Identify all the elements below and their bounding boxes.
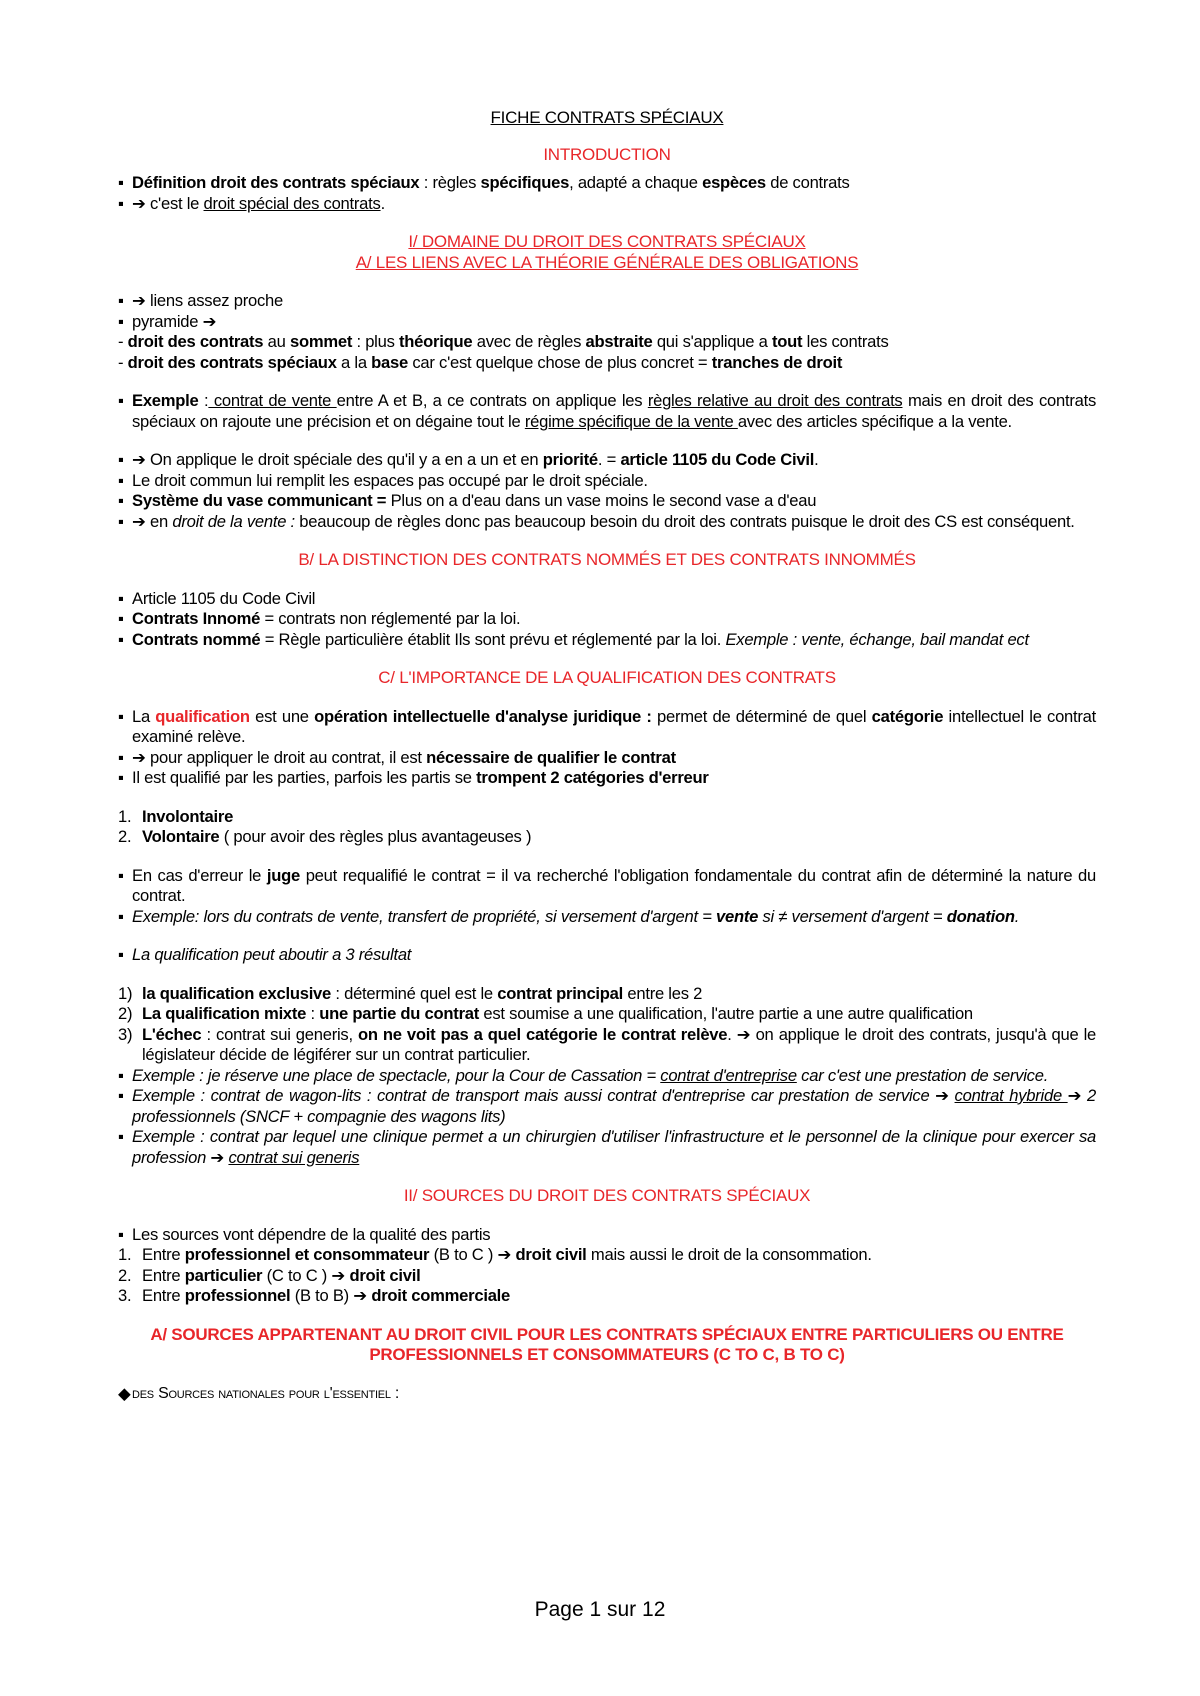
document-title: FICHE CONTRATS SPÉCIAUX — [490, 108, 724, 127]
list-item: ▪ Exemple : contrat de wagon-lits : contrat de transport mais aussi contrat d'entreprise car prestation de service ➔ contrat hybride ➔ 2 professionnels (SNCF + compagnie des wagons lits) — [118, 1086, 1096, 1126]
list-item: ▪ Article 1105 du Code Civil — [118, 588, 316, 608]
numbered-item: 3) L'échec : contrat sui generis, on ne voit pas a quel catégorie le contrat relève. ➔ on applique le droit des contrats, jusqu'à que le législateur décide de légiférer sur un contrat particulier. — [118, 1024, 1096, 1064]
diamond-bullet-icon: ◆ — [118, 1383, 131, 1403]
list-item: ▪ ➔ c'est le droit spécial des contrats. — [118, 193, 385, 213]
bullet-icon: ▪ — [118, 945, 124, 964]
bullet-icon: ▪ — [118, 588, 124, 608]
list-item: ▪ Exemple : je réserve une place de spectacle, pour la Cour de Cassation = contrat d'entreprise car c'est une prestation de service. — [118, 1065, 1049, 1085]
list-item: ▪ ➔ On applique le droit spéciale des qu'il y a en a un et en priorité. = article 1105 du Code Civil. — [118, 450, 819, 469]
subsection-heading-2a: A/ SOURCES APPARTENANT AU DROIT CIVIL POUR LES CONTRATS SPÉCIAUX ENTRE PARTICULIERS OU ENTRE PROFESSIONNELS ET CONSOMMATEURS (C TO C, B TO C) — [150, 1324, 1064, 1364]
numbered-item: 1. Involontaire — [118, 806, 234, 826]
document-body — [118, 108, 1096, 1404]
list-item: ▪ pyramide ➔ — [118, 311, 217, 331]
list-item: ▪ Les sources vont dépendre de la qualité des partis — [118, 1224, 491, 1244]
numbered-item: 2. Entre particulier (C to C ) ➔ droit civil — [118, 1265, 421, 1285]
bullet-icon: ▪ — [118, 1086, 124, 1105]
section-heading-2: II/ SOURCES DU DROIT DES CONTRATS SPÉCIAUX — [403, 1186, 811, 1205]
list-item: ▪ Définition droit des contrats spéciaux : règles spécifiques, adapté a chaque espèces de contrats — [118, 173, 850, 192]
list-item: ▪ En cas d'erreur le juge peut requalifié le contrat = il va recherché l'obligation fondamentale du contrat afin de déterminé la nature du contrat. — [118, 865, 1096, 905]
intro-heading: INTRODUCTION — [543, 144, 671, 164]
text-line: - droit des contrats spéciaux a la base car c'est quelque chose de plus concret = tranches de droit — [118, 352, 843, 372]
page-number: Page 1 sur 12 — [534, 1598, 666, 1621]
list-item: ▪ Exemple : contrat par lequel une clinique permet a un chirurgien d'utiliser l'infrastructure et le personnel de la clinique pour exercer sa profession ➔ contrat sui generis — [118, 1127, 1096, 1167]
text-line: - droit des contrats au sommet : plus théorique avec de règles abstraite qui s'applique a tout les contrats — [118, 332, 889, 351]
bullet-icon: ▪ — [118, 491, 124, 510]
bullet-icon: ▪ — [118, 706, 124, 726]
subsection-heading-c: C/ L'IMPORTANCE DE LA QUALIFICATION DES CONTRATS — [378, 668, 836, 687]
numbered-item: 2) La qualification mixte : une partie du contrat est soumise a une qualification, l'autre partie a une autre qualification — [118, 1004, 973, 1023]
list-item: ▪ La qualification est une opération intellectuelle d'analyse juridique : permet de déterminé de quel catégorie intellectuel le contrat examiné relève. — [118, 706, 1096, 746]
list-item: ▪ Exemple : contrat de vente entre A et B, a ce contrats on applique les règles relative au droit des contrats mais en droit des contrats spéciaux on rajoute une précision et on dégaine tout le régime spécifique de la vente avec des articles spécifique a la vente. — [118, 391, 1096, 431]
bullet-icon: ▪ — [118, 629, 124, 649]
bullet-icon: ▪ — [118, 173, 124, 192]
bullet-icon: ▪ — [118, 450, 124, 469]
bullet-icon: ▪ — [118, 768, 124, 787]
list-item: ▪ Le droit commun lui remplit les espaces pas occupé par le droit spéciale. — [118, 470, 648, 490]
list-item: ▪ Contrats Innomé = contrats non réglementé par la loi. — [118, 609, 521, 628]
subsection-heading-a: A/ LES LIENS AVEC LA THÉORIE GÉNÉRALE DES OBLIGATIONS — [355, 252, 859, 272]
list-item: ▪ ➔ pour appliquer le droit au contrat, il est nécessaire de qualifier le contrat — [118, 747, 676, 767]
list-item: ▪ ➔ liens assez proche — [118, 291, 283, 310]
bullet-icon: ▪ — [118, 747, 124, 767]
bullet-icon: ▪ — [118, 609, 124, 628]
section-heading-1: I/ DOMAINE DU DROIT DES CONTRATS SPÉCIAUX — [408, 232, 806, 251]
numbered-item: 1) la qualification exclusive : déterminé quel est le contrat principal entre les 2 — [118, 983, 703, 1003]
bullet-icon: ▪ — [118, 1224, 124, 1244]
bullet-icon: ▪ — [118, 1127, 124, 1146]
bullet-icon: ▪ — [118, 311, 124, 331]
list-item: ▪ Contrats nommé = Règle particulière établit Ils sont prévu et réglementé par la loi. Exemple : vente, échange, bail mandat ect — [118, 629, 1029, 649]
bullet-icon: ▪ — [118, 511, 124, 531]
bullet-icon: ▪ — [118, 470, 124, 490]
list-item: ▪ La qualification peut aboutir a 3 résultat — [118, 945, 412, 964]
bullet-icon: ▪ — [118, 391, 124, 410]
list-item: ▪ Système du vase communicant = Plus on a d'eau dans un vase moins le second vase a d'eau — [118, 491, 817, 510]
bullet-icon: ▪ — [118, 865, 124, 885]
bullet-icon: ▪ — [118, 1065, 124, 1085]
numbered-item: 3. Entre professionnel (B to B) ➔ droit commerciale — [118, 1286, 511, 1305]
numbered-item: 1. Entre professionnel et consommateur (B to C ) ➔ droit civil mais aussi le droit de la consommation. — [118, 1245, 872, 1264]
numbered-item: 2. Volontaire ( pour avoir des règles plus avantageuses ) — [118, 827, 532, 846]
list-item: ▪ Il est qualifié par les parties, parfois les partis se trompent 2 catégories d'erreur — [118, 768, 709, 787]
bullet-icon: ▪ — [118, 193, 124, 213]
bullet-icon: ▪ — [118, 291, 124, 310]
subsection-heading-b: B/ LA DISTINCTION DES CONTRATS NOMMÉS ET DES CONTRATS INNOMMÉS — [298, 550, 916, 569]
list-item: ▪ ➔ en droit de la vente : beaucoup de règles donc pas beaucoup besoin du droit des contrats puisque le droit des CS est conséquent. — [118, 511, 1075, 531]
list-item: ◆ des Sources nationales pour l'essentiel : — [118, 1383, 400, 1403]
bullet-icon: ▪ — [118, 906, 124, 926]
list-item: ▪ Exemple: lors du contrats de vente, transfert de propriété, si versement d'argent = vente si ≠ versement d'argent = donation. — [118, 906, 1020, 926]
